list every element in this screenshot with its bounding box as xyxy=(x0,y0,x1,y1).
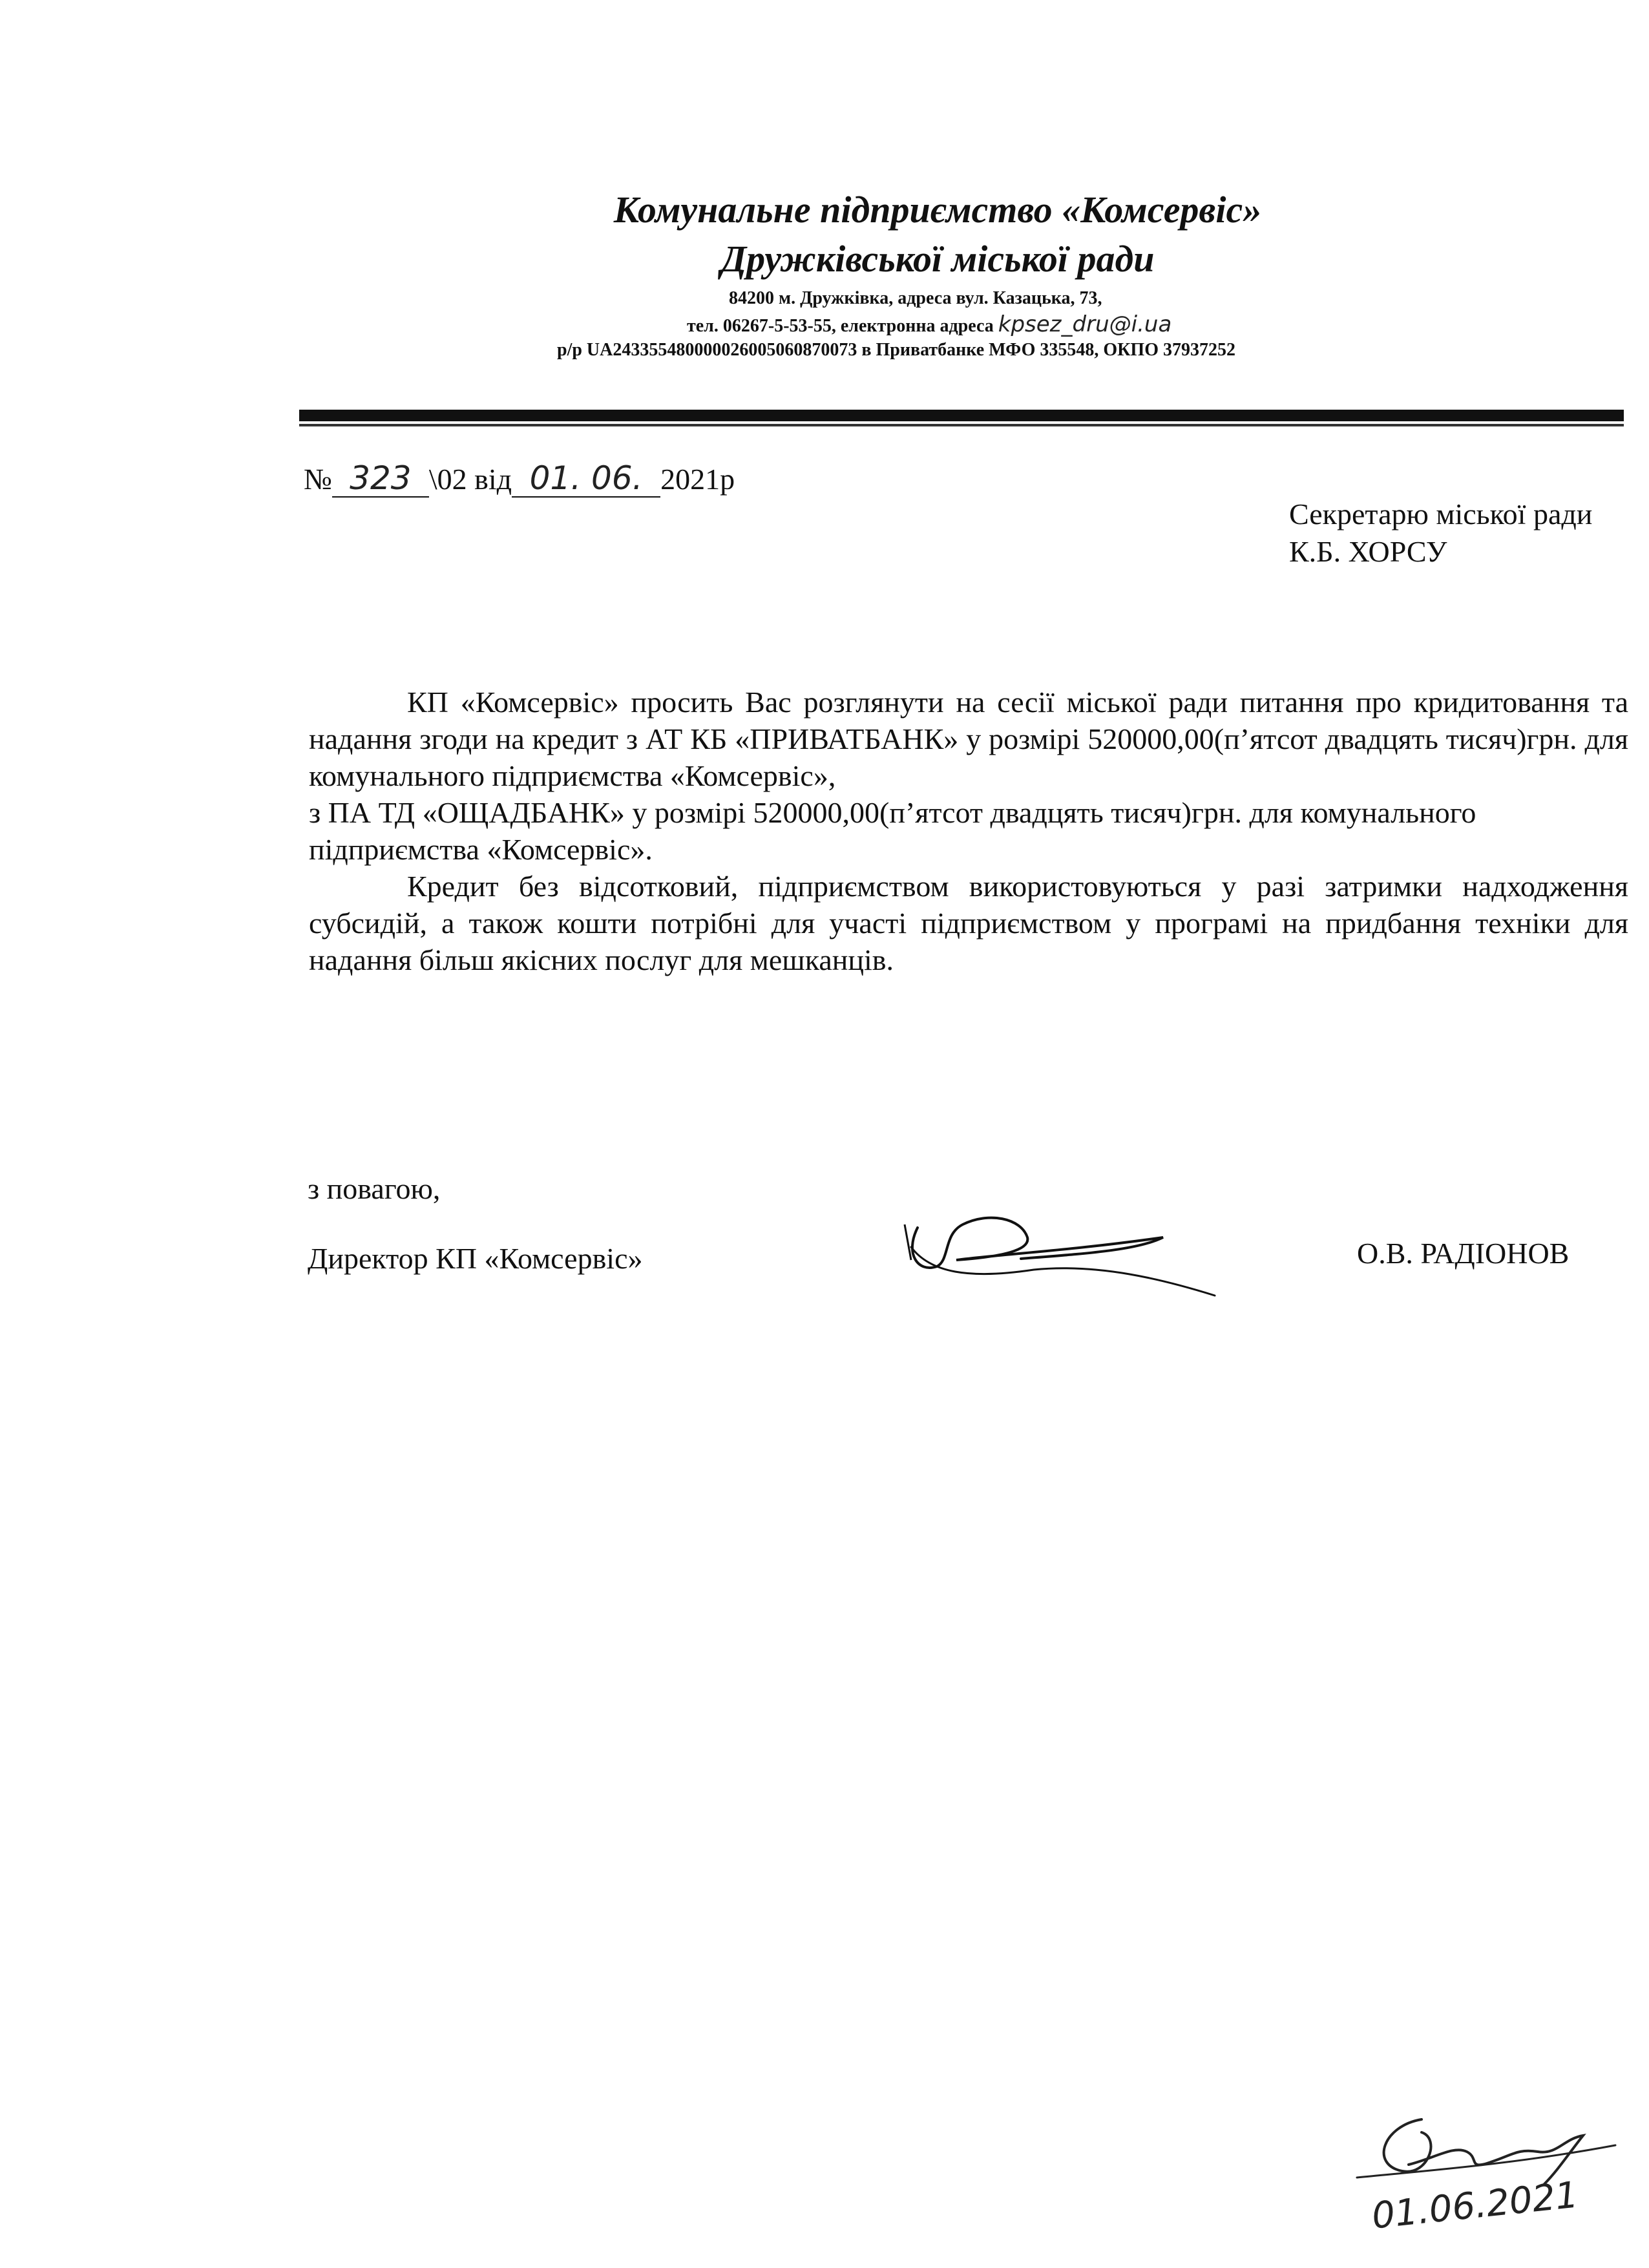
signatory-position: Директор КП «Комсервіс» xyxy=(308,1242,643,1275)
reference-date-handwritten: 01. 06. xyxy=(512,460,660,498)
closing-regards: з повагою, xyxy=(308,1172,441,1205)
reference-number-prefix: № xyxy=(304,463,332,496)
org-name-line1: Комунальне підприємство «Комсервіс» xyxy=(613,189,1262,231)
org-name-line2: Дружківської міської ради xyxy=(720,238,1155,280)
document-reference xyxy=(304,460,735,498)
addressee-name: К.Б. ХОРСУ xyxy=(1289,535,1447,568)
org-email: kpsez_dru@i.ua xyxy=(998,311,1172,337)
director-signature xyxy=(892,1189,1228,1305)
reference-number-suffix: \02 від xyxy=(428,463,512,496)
header-divider-thin xyxy=(299,424,1624,426)
org-contacts xyxy=(687,313,1171,338)
signatory-name: О.В. РАДІОНОВ xyxy=(1357,1237,1570,1270)
body-paragraph-2: з ПА ТД «ОЩАДБАНК» у розмірі 520000,00(п’ятсот двадцять тисяч)грн. для комунального підприємства «Комсервіс». xyxy=(309,796,1476,866)
body-paragraph-1: КП «Комсервіс» просить Вас розглянути на сесії міської ради питання про кридитовання та надання згоди на кредит з АТ КБ «ПРИВАТБАНК» у розмірі 520000,00(п’ятсот двадцять тисяч)грн. для комунального підприємства «Комсервіс», xyxy=(309,686,1628,792)
body-paragraph-3: Кредит без відсотковий, підприємством використовуються у разі затримки надходження субсидій, а також кошти потрібні для участі підприємством у програмі на придбання техніки для надання більш якісних послуг для мешканців. xyxy=(309,870,1628,976)
org-bank-details: р/р UA243355480000026005060870073 в Приватбанке МФО 335548, ОКПО 37937252 xyxy=(557,340,1235,360)
reference-year: 2021р xyxy=(660,463,735,496)
receipt-date: 01.06.2021 xyxy=(1370,2174,1581,2238)
org-address: 84200 м. Дружківка, адреса вул. Казацька, 73, xyxy=(729,288,1102,308)
contacts-label: тел. 06267-5-53-55, електронна адреса xyxy=(687,316,994,336)
reference-number-handwritten: 323 xyxy=(332,460,429,498)
header-divider-thick xyxy=(299,410,1624,421)
addressee-title: Секретарю міської ради xyxy=(1289,498,1593,530)
